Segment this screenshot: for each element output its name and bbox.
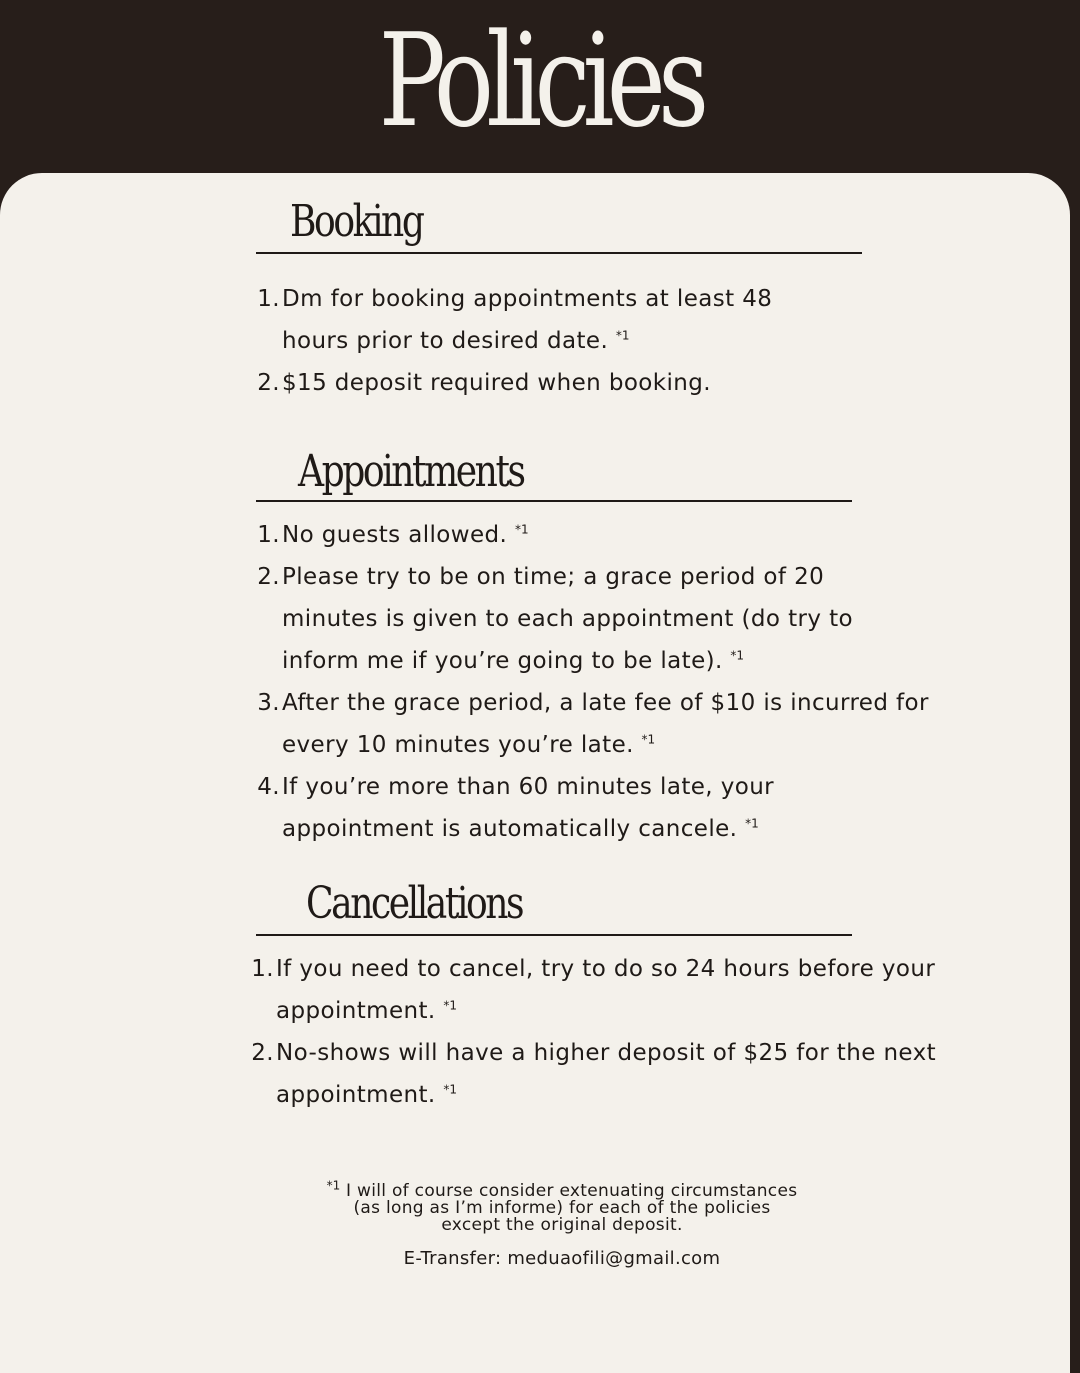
etransfer-email: E-Transfer: meduaofili@gmail.com: [403, 1248, 721, 1269]
list-item: [257, 362, 842, 404]
list-item-text: No guests allowed. $^{*1}$: [282, 522, 529, 548]
footnote-mark: *1: [730, 648, 745, 663]
footnote-line: except the original deposit.: [441, 1215, 683, 1235]
footnote: [262, 1178, 862, 1235]
section-divider: [256, 252, 862, 254]
list-item-number: 2.: [257, 564, 280, 590]
section-heading-appointments: Appointments: [298, 446, 524, 497]
list-item-text: After the grace period, a late fee of $10 is incurred for every 10 minutes you’re late. $^{*1}$: [282, 690, 929, 758]
footnote-mark: *1: [615, 328, 630, 343]
list-item: [251, 948, 936, 1032]
list-item: [257, 766, 842, 850]
footnote-mark: *1: [443, 1082, 457, 1097]
list-item-text: No-shows will have a higher deposit of $25 for the next appointment. $^{*1}$: [276, 1040, 937, 1108]
list-item-number: 1.: [257, 522, 280, 548]
section-divider: [256, 934, 852, 936]
footnote-mark: *1: [745, 816, 759, 831]
list-item: [257, 556, 922, 682]
list-item: [257, 278, 842, 362]
list-item-text: If you’re more than 60 minutes late, your appointment is automatically cancele. $^{*1}$: [282, 774, 775, 842]
list-item-text: If you need to cancel, try to do so 24 hours before your appointment. $^{*1}$: [276, 956, 936, 1024]
section-heading-booking: Booking: [290, 196, 423, 247]
footnote-mark: *1: [641, 732, 656, 747]
appointments-list: [257, 514, 972, 850]
list-item-number: 1.: [251, 956, 274, 982]
section-heading-cancellations: Cancellations: [306, 878, 523, 929]
footnote-line: (as long as I’m informe) for each of the policies: [353, 1198, 771, 1218]
booking-list: [257, 278, 842, 404]
list-item-number: 3.: [257, 690, 280, 716]
footnote-mark: *1: [326, 1178, 341, 1193]
cancellations-list: [251, 948, 937, 1116]
list-item-number: 1.: [257, 286, 280, 312]
list-item-number: 4.: [257, 774, 280, 800]
list-item: [257, 514, 972, 556]
footnote-mark: *1: [443, 998, 457, 1013]
list-item-text: Dm for booking appointments at least 48 hours prior to desired date. $^{*1}$: [282, 286, 773, 354]
list-item-text: $15 deposit required when booking.: [282, 370, 711, 396]
footnote-text: I will of course consider extenuating circumstances: [345, 1181, 798, 1201]
list-item-text: Please try to be on time; a grace period of 20 minutes is given to each appointment (do try to inform me if you’re going to be late). $^{*1}$: [282, 564, 853, 674]
list-item-number: 2.: [257, 370, 280, 396]
list-item: [257, 682, 972, 766]
page-title: Policies: [378, 7, 702, 156]
list-item-number: 2.: [251, 1040, 274, 1066]
footnote-mark: *1: [514, 522, 529, 537]
list-item: [251, 1032, 937, 1116]
section-divider: [256, 500, 852, 502]
